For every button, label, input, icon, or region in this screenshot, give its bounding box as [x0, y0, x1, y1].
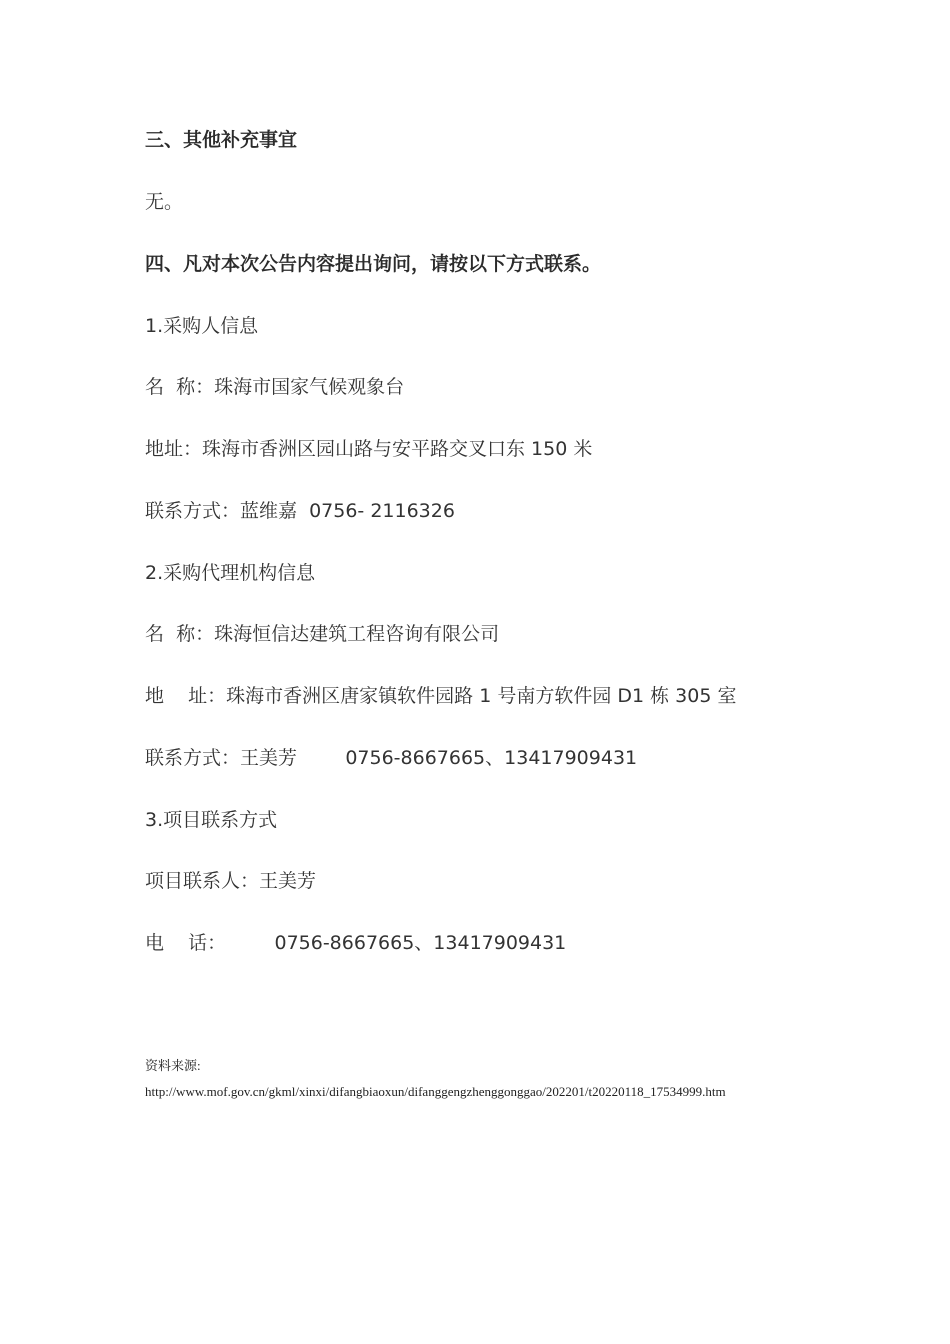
- supplementary-body: 无。: [145, 191, 184, 213]
- project-contact-person: 项目联系人：王美芳: [145, 870, 317, 892]
- agency-contact: 联系方式：王美芳 0756-8667665、13417909431: [145, 747, 638, 769]
- agency-title: 2.采购代理机构信息: [145, 562, 316, 584]
- agency-name: 名 称：珠海恒信达建筑工程咨询有限公司: [145, 623, 500, 645]
- section-heading-supplementary: 三、其他补充事宜: [145, 129, 298, 151]
- agency-address: 地 址：珠海市香洲区唐家镇软件园路 1 号南方软件园 D1 栋 305 室: [145, 685, 737, 707]
- purchaser-title: 1.采购人信息: [145, 315, 259, 337]
- project-phone: 电 话： 0756-8667665、13417909431: [145, 932, 567, 954]
- source-url[interactable]: http://www.mof.gov.cn/gkml/xinxi/difangbiaoxun/difanggengzhenggonggao/202201/t20220118_17534999.htm: [145, 1084, 726, 1099]
- purchaser-name: 名 称：珠海市国家气候观象台: [145, 376, 405, 398]
- purchaser-contact: 联系方式：蓝维嘉 0756- 2116326: [145, 500, 455, 522]
- project-title: 3.项目联系方式: [145, 809, 278, 831]
- source-label: 资料来源:: [145, 1058, 201, 1073]
- purchaser-address: 地址：珠海市香洲区园山路与安平路交叉口东 150 米: [145, 438, 593, 460]
- section-heading-inquiry: 四、凡对本次公告内容提出询问，请按以下方式联系。: [145, 253, 602, 275]
